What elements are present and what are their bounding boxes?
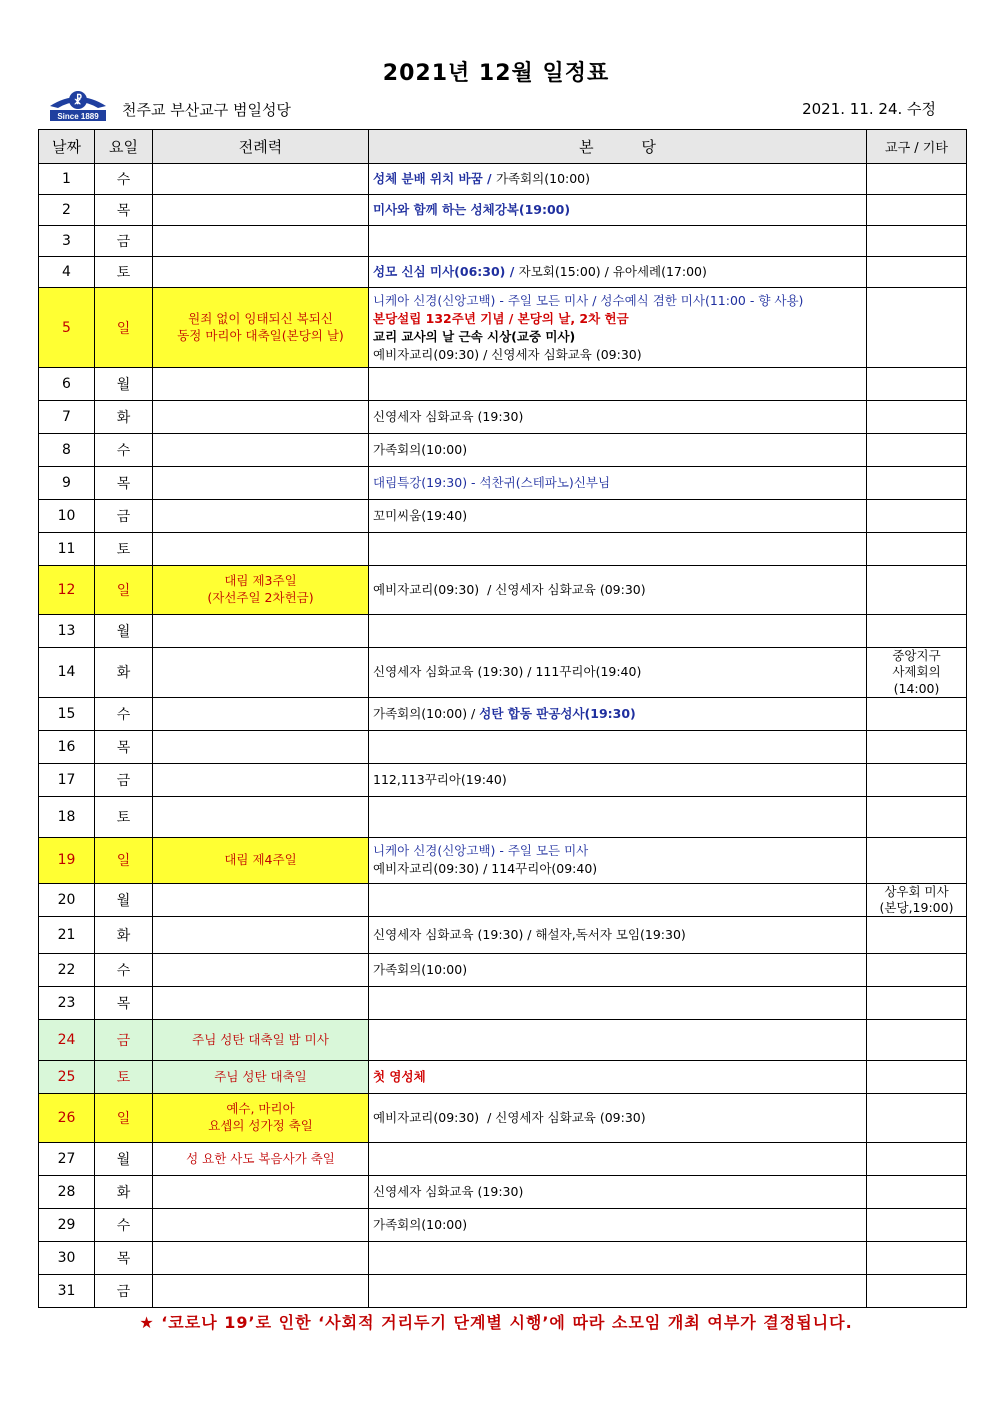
table-row	[39, 615, 967, 648]
liturgy-cell	[153, 796, 369, 837]
col-header-liturgy: 전례력	[153, 130, 369, 164]
diocese-other-cell	[867, 1061, 967, 1094]
day-cell: 일	[95, 837, 153, 883]
parish-events-cell	[369, 730, 867, 763]
liturgy-cell	[153, 730, 369, 763]
liturgy-cell	[153, 500, 369, 533]
event-text: 신영세자 심화교육 (19:30)	[373, 1184, 524, 1200]
parish-events-cell	[369, 648, 867, 698]
diocese-other-cell	[867, 533, 967, 566]
event-line	[373, 771, 862, 789]
table-row	[39, 917, 967, 954]
date-cell: 21	[39, 917, 95, 954]
day-cell: 수	[95, 164, 153, 195]
parish-events-cell	[369, 401, 867, 434]
footer-note: ★ ‘코로나 19’로 인한 ‘사회적 거리두기 단계별 시행’에 따라 소모임 개최 여부가 결정됩니다.	[139, 1313, 853, 1332]
day-cell: 일	[95, 1094, 153, 1143]
diocese-other-cell	[867, 434, 967, 467]
table-header-row	[39, 130, 967, 164]
event-text: 성탄 합동 판공성사(19:30)	[479, 705, 636, 721]
day-cell: 목	[95, 730, 153, 763]
liturgy-cell	[153, 615, 369, 648]
svg-text:☧: ☧	[73, 94, 83, 107]
event-text: 첫 영성체	[373, 1069, 426, 1085]
day-cell: 수	[95, 434, 153, 467]
liturgy-cell	[153, 226, 369, 257]
diocese-other-cell	[867, 368, 967, 401]
diocese-other-cell	[867, 615, 967, 648]
date-cell: 4	[39, 257, 95, 288]
date-cell: 9	[39, 467, 95, 500]
day-cell: 화	[95, 401, 153, 434]
day-cell: 토	[95, 796, 153, 837]
table-row	[39, 533, 967, 566]
table-row	[39, 257, 967, 288]
diocese-other-cell	[867, 257, 967, 288]
table-row	[39, 500, 967, 533]
revision-date: 2021. 11. 24. 수정	[802, 100, 936, 118]
diocese-other-cell	[867, 226, 967, 257]
day-cell: 수	[95, 697, 153, 730]
liturgy-cell	[153, 401, 369, 434]
day-cell: 월	[95, 883, 153, 917]
table-row	[39, 226, 967, 257]
diocese-other-cell	[867, 195, 967, 226]
liturgy-cell	[153, 467, 369, 500]
parish-events-cell	[369, 467, 867, 500]
day-cell: 화	[95, 1176, 153, 1209]
day-cell: 토	[95, 257, 153, 288]
liturgy-cell: 대림 제3주일 (자선주일 2차헌금)	[153, 566, 369, 615]
liturgy-cell	[153, 917, 369, 954]
day-cell: 금	[95, 763, 153, 796]
event-line	[373, 1216, 862, 1234]
event-text: 예비자교리(09:30) / 신영세자 심화교육 (09:30)	[373, 582, 646, 597]
table-row	[39, 1094, 967, 1143]
liturgy-cell	[153, 533, 369, 566]
day-cell: 목	[95, 987, 153, 1020]
liturgy-cell: 주님 성탄 대축일 밤 미사	[153, 1020, 369, 1061]
table-row	[39, 467, 967, 500]
parish-events-cell	[369, 1061, 867, 1094]
event-text: 본당설립 132주년 기념 / 본당의 날, 2차 헌금	[373, 310, 629, 326]
table-row	[39, 1061, 967, 1094]
diocese-other-cell	[867, 837, 967, 883]
parish-events-cell	[369, 837, 867, 883]
table-row	[39, 796, 967, 837]
event-line	[373, 860, 862, 878]
day-cell: 월	[95, 1143, 153, 1176]
parish-events-cell	[369, 1176, 867, 1209]
liturgy-cell: 원죄 없이 잉태되신 복되신 동정 마리아 대축일(본당의 날)	[153, 288, 369, 368]
event-text: 가족회의(10:00)	[373, 962, 468, 978]
event-text: 교리 교사의 날 근속 시상(교중 미사)	[373, 328, 576, 344]
parish-events-cell	[369, 288, 867, 368]
event-line	[373, 474, 862, 492]
event-line	[373, 581, 862, 599]
table-row	[39, 954, 967, 987]
event-text: 꼬미씨움(19:40)	[373, 508, 468, 523]
event-line	[373, 310, 862, 328]
svg-text:Since 1889: Since 1889	[57, 112, 99, 121]
event-line	[373, 1068, 862, 1086]
liturgy-cell: 성 요한 사도 복음사가 축일	[153, 1143, 369, 1176]
date-cell: 1	[39, 164, 95, 195]
organization-name: 천주교 부산교구 범일성당	[122, 101, 291, 119]
date-cell: 25	[39, 1061, 95, 1094]
date-cell: 16	[39, 730, 95, 763]
date-cell: 10	[39, 500, 95, 533]
event-text: 가족회의(10:00) /	[373, 705, 480, 721]
event-text: 성체 분배 위치 바꿈 /	[373, 171, 496, 186]
day-cell: 수	[95, 954, 153, 987]
parish-events-cell	[369, 1275, 867, 1308]
parish-events-cell	[369, 1242, 867, 1275]
date-cell: 20	[39, 883, 95, 917]
diocese-other-cell	[867, 954, 967, 987]
event-line	[373, 441, 862, 459]
day-cell: 수	[95, 1209, 153, 1242]
day-cell: 금	[95, 1020, 153, 1061]
event-text: 예비자교리(09:30) / 신영세자 심화교육 (09:30)	[373, 1110, 646, 1126]
table-row	[39, 883, 967, 917]
table-row	[39, 434, 967, 467]
table-row	[39, 1275, 967, 1308]
parish-events-cell	[369, 1094, 867, 1143]
parish-events-cell	[369, 615, 867, 648]
date-cell: 18	[39, 796, 95, 837]
parish-events-cell	[369, 257, 867, 288]
table-row	[39, 1209, 967, 1242]
liturgy-cell: 예수, 마리아 요셉의 성가정 축일	[153, 1094, 369, 1143]
col-header-etc: 교구 / 기타	[867, 130, 967, 164]
parish-events-cell	[369, 195, 867, 226]
event-text: 112,113꾸리아(19:40)	[373, 771, 507, 787]
table-row	[39, 1176, 967, 1209]
date-cell: 29	[39, 1209, 95, 1242]
parish-events-cell	[369, 164, 867, 195]
date-cell: 13	[39, 615, 95, 648]
schedule-table	[38, 129, 967, 1308]
event-text: 신영세자 심화교육 (19:30) / 111꾸리아(19:40)	[373, 664, 642, 680]
diocese-other-cell	[867, 1275, 967, 1308]
date-cell: 31	[39, 1275, 95, 1308]
parish-events-cell	[369, 226, 867, 257]
event-text: 가족회의(10:00)	[373, 442, 468, 457]
liturgy-cell	[153, 697, 369, 730]
date-cell: 30	[39, 1242, 95, 1275]
col-header-date: 날짜	[39, 130, 95, 164]
date-cell: 14	[39, 648, 95, 698]
diocese-other-cell	[867, 763, 967, 796]
date-cell: 3	[39, 226, 95, 257]
table-row	[39, 164, 967, 195]
event-text: 신영세자 심화교육 (19:30)	[373, 409, 524, 424]
diocese-other-cell	[867, 500, 967, 533]
day-cell: 금	[95, 1275, 153, 1308]
table-row	[39, 763, 967, 796]
liturgy-cell	[153, 763, 369, 796]
parish-events-cell	[369, 954, 867, 987]
table-row	[39, 987, 967, 1020]
diocese-other-cell	[867, 1143, 967, 1176]
date-cell: 17	[39, 763, 95, 796]
event-line	[373, 408, 862, 426]
day-cell: 목	[95, 467, 153, 500]
diocese-other-cell	[867, 566, 967, 615]
diocese-other-cell	[867, 796, 967, 837]
table-row	[39, 1020, 967, 1061]
liturgy-cell	[153, 883, 369, 917]
date-cell: 27	[39, 1143, 95, 1176]
event-line	[373, 292, 862, 310]
diocese-other-cell	[867, 1242, 967, 1275]
event-line	[373, 507, 862, 525]
diocese-other-cell	[867, 1094, 967, 1143]
table-row	[39, 697, 967, 730]
diocese-other-cell	[867, 987, 967, 1020]
event-line	[373, 170, 862, 188]
date-cell: 5	[39, 288, 95, 368]
event-text: 가족회의(10:00)	[373, 1217, 468, 1233]
diocese-other-cell	[867, 730, 967, 763]
diocese-other-cell	[867, 1209, 967, 1242]
parish-logo	[46, 86, 110, 122]
diocese-other-cell: 중앙지구 사제회의(14:00)	[867, 648, 967, 698]
diocese-other-cell	[867, 288, 967, 368]
day-cell: 목	[95, 195, 153, 226]
liturgy-cell	[153, 368, 369, 401]
col-header-parish: 본 당	[369, 130, 867, 164]
table-row	[39, 401, 967, 434]
day-cell: 토	[95, 1061, 153, 1094]
day-cell: 일	[95, 566, 153, 615]
event-text: 예비자교리(09:30) / 114꾸리아(09:40)	[373, 861, 598, 877]
day-cell: 일	[95, 288, 153, 368]
day-cell: 금	[95, 226, 153, 257]
table-row	[39, 837, 967, 883]
liturgy-cell	[153, 257, 369, 288]
table-row	[39, 288, 967, 368]
parish-events-cell	[369, 368, 867, 401]
diocese-other-cell	[867, 467, 967, 500]
date-cell: 12	[39, 566, 95, 615]
liturgy-cell	[153, 1209, 369, 1242]
parish-events-cell	[369, 500, 867, 533]
event-line	[373, 663, 862, 681]
event-text: 자모회(15:00) / 유아세례(17:00)	[518, 264, 707, 279]
date-cell: 28	[39, 1176, 95, 1209]
date-cell: 15	[39, 697, 95, 730]
date-cell: 2	[39, 195, 95, 226]
day-cell: 화	[95, 648, 153, 698]
liturgy-cell	[153, 195, 369, 226]
event-text: 니케아 신경(신앙고백) - 주일 모든 미사	[373, 843, 589, 859]
date-cell: 11	[39, 533, 95, 566]
liturgy-cell	[153, 1275, 369, 1308]
parish-events-cell	[369, 1020, 867, 1061]
diocese-other-cell: 상우회 미사 (본당,19:00)	[867, 883, 967, 917]
date-cell: 7	[39, 401, 95, 434]
date-cell: 19	[39, 837, 95, 883]
day-cell: 월	[95, 368, 153, 401]
event-text: 가족회의(10:00)	[495, 171, 591, 186]
date-cell: 22	[39, 954, 95, 987]
event-text: 예비자교리(09:30) / 신영세자 심화교육 (09:30)	[373, 346, 642, 362]
event-line	[373, 346, 862, 364]
parish-events-cell	[369, 1143, 867, 1176]
event-text: 니케아 신경(신앙고백) - 주일 모든 미사 / 성수예식 겸한 미사(11:00 - 향 사용)	[373, 292, 804, 308]
parish-events-cell	[369, 763, 867, 796]
diocese-other-cell	[867, 697, 967, 730]
parish-events-cell	[369, 533, 867, 566]
table-row	[39, 1143, 967, 1176]
parish-events-cell	[369, 883, 867, 917]
liturgy-cell: 주님 성탄 대축일	[153, 1061, 369, 1094]
event-line	[373, 926, 862, 944]
table-row	[39, 368, 967, 401]
liturgy-cell: 대림 제4주일	[153, 837, 369, 883]
day-cell: 토	[95, 533, 153, 566]
table-row	[39, 730, 967, 763]
event-text: 대림특강(19:30) - 석찬귀(스테파노)신부님	[373, 475, 611, 490]
parish-events-cell	[369, 917, 867, 954]
col-header-day: 요일	[95, 130, 153, 164]
date-cell: 24	[39, 1020, 95, 1061]
table-row	[39, 1242, 967, 1275]
parish-events-cell	[369, 566, 867, 615]
diocese-other-cell	[867, 401, 967, 434]
event-line	[373, 1109, 862, 1127]
event-text: 미사와 함께 하는 성체강복(19:00)	[373, 202, 571, 217]
page-title: 2021년 12월 일정표	[382, 61, 610, 86]
date-cell: 8	[39, 434, 95, 467]
event-line	[373, 1183, 862, 1201]
diocese-other-cell	[867, 917, 967, 954]
event-line	[373, 842, 862, 860]
parish-events-cell	[369, 987, 867, 1020]
parish-events-cell	[369, 796, 867, 837]
table-row	[39, 648, 967, 698]
date-cell: 6	[39, 368, 95, 401]
diocese-other-cell	[867, 1020, 967, 1061]
diocese-other-cell	[867, 1176, 967, 1209]
diocese-other-cell	[867, 164, 967, 195]
event-text: 신영세자 심화교육 (19:30) / 해설자,독서자 모임(19:30)	[373, 927, 686, 943]
liturgy-cell	[153, 1176, 369, 1209]
event-line	[373, 201, 862, 219]
date-cell: 26	[39, 1094, 95, 1143]
liturgy-cell	[153, 954, 369, 987]
parish-events-cell	[369, 697, 867, 730]
table-row	[39, 566, 967, 615]
liturgy-cell	[153, 434, 369, 467]
event-line	[373, 705, 862, 723]
table-row	[39, 195, 967, 226]
liturgy-cell	[153, 1242, 369, 1275]
day-cell: 목	[95, 1242, 153, 1275]
date-cell: 23	[39, 987, 95, 1020]
parish-events-cell	[369, 1209, 867, 1242]
parish-events-cell	[369, 434, 867, 467]
day-cell: 금	[95, 500, 153, 533]
event-line	[373, 263, 862, 281]
event-line	[373, 328, 862, 346]
liturgy-cell	[153, 164, 369, 195]
day-cell: 화	[95, 917, 153, 954]
liturgy-cell	[153, 987, 369, 1020]
event-text: 성모 신심 미사(06:30) /	[373, 264, 519, 279]
liturgy-cell	[153, 648, 369, 698]
day-cell: 월	[95, 615, 153, 648]
event-line	[373, 961, 862, 979]
